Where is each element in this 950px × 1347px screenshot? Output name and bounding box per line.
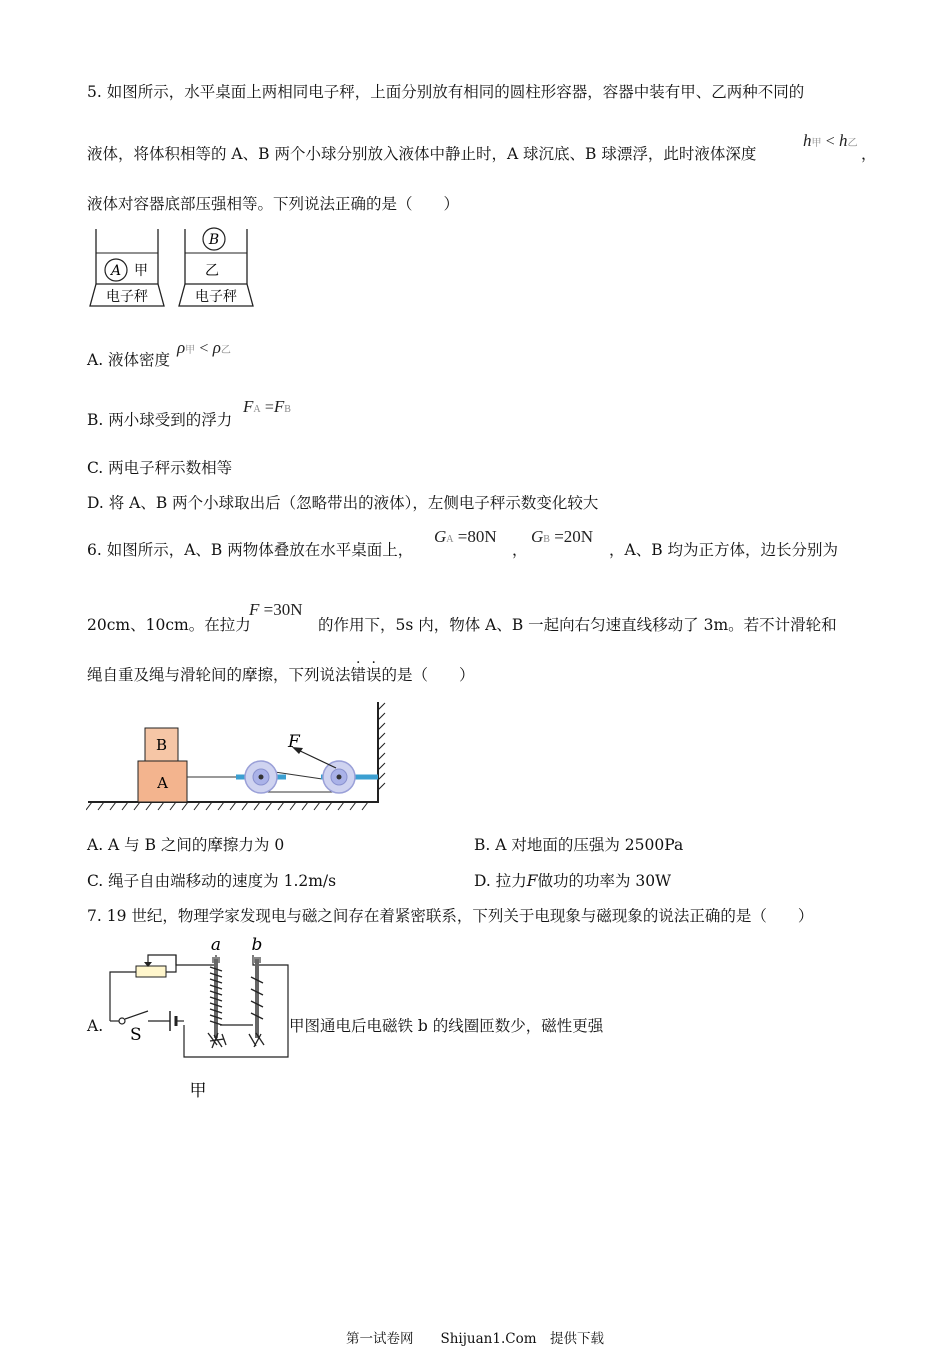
f-symbol: F [526,872,538,890]
electromagnet-a-label: a [210,935,222,955]
block-a-label: A [157,774,168,792]
f-symbol: F [243,397,254,416]
q5-buoyancy-math [243,397,291,417]
less-than: < [199,340,209,357]
q5-option-b: B. 两小球受到的浮力 [87,411,233,429]
sub-b: B [543,534,550,545]
sub-yi: 乙 [220,345,231,356]
h-symbol: h [803,131,812,150]
g-symbol: G [531,527,544,546]
emphasis-char: 错 [350,666,367,684]
q5-figure [86,226,261,312]
less-than: < [825,133,835,150]
q6-line1-post: ，A、B 均为正方体，边长分别为 [609,541,839,559]
f-symbol: F [273,397,285,416]
electromagnet-b-label: b [251,935,263,955]
q6-line3-end: 的是（ ） [381,666,475,684]
ball-b-label: B [208,232,220,248]
q5-line1: 5. 如图所示，水平桌面上两相同电子秤，上面分别放有相同的圆柱形容器，容器中装有甲、乙两种不同的 [87,83,805,101]
q6-line1-text: 6. 如图所示，A、B 两物体叠放在水平桌面上， [87,541,414,559]
sub-yi: 乙 [847,138,858,149]
emphasis-char: 误 [366,666,382,684]
rho-symbol: ρ [212,338,221,357]
rheostat [136,966,166,977]
q6-option-a: A. A 与 B 之间的摩擦力为 0 [87,836,285,854]
q7-option-a-label: A. [87,1017,104,1035]
q6-ga-math [434,527,497,547]
sub-a: A [253,404,261,415]
q6-line2-pre: 20cm、10cm。在拉力 [87,616,251,634]
q5-option-a: A. 液体密度 [87,351,171,369]
sub-jia: 甲 [185,345,196,356]
gb-value: =20N [554,527,594,546]
q6-figure [86,696,396,818]
liquid-yi-label: 乙 [205,263,219,279]
scale-left-label: 电子秤 [106,289,148,305]
q6-gb-math [531,527,593,547]
q6-option-b: B. A 对地面的压强为 2500Pa [474,836,684,854]
q6-comma: ， [512,541,528,559]
q5-option-d: D. 将 A、B 两个小球取出后（忽略带出的液体），左侧电子秤示数变化较大 [87,494,599,512]
q7-option-a-text: 甲图通电后电磁铁 b 的线圈匝数少，磁性更强 [289,1017,604,1035]
sub-b: B [284,404,291,415]
q5-line2 [87,144,756,164]
block-b-label: B [155,736,168,754]
switch-label: S [130,1025,142,1045]
sub-jia: 甲 [811,138,822,149]
q6-option-d-text: D. 拉力 [474,872,527,890]
equals: = [264,399,274,416]
force-value: =30N [263,600,303,619]
q6-line3-text: 绳自重及绳与滑轮间的摩擦，下列说法 [87,666,351,684]
q5-line2-text: 液体，将体积相等的 A、B 两个小球分别放入液体中静止时，A 球沉底、B 球漂浮，此时液体深度 [87,145,757,163]
q5-option-c: C. 两电子秤示数相等 [87,459,233,477]
ga-value: =80N [457,527,497,546]
sub-a: A [446,534,454,545]
switch-lever [125,1011,148,1019]
liquid-jia-label: 甲 [134,263,148,279]
q5-depth-math [803,131,858,151]
f-symbol: F [249,600,260,619]
q6-line3 [87,665,475,685]
q6-line2-post: 的作用下，5s 内，物体 A、B 一起向右匀速直线移动了 3m。若不计滑轮和 [318,616,837,634]
page-footer: 第一试卷网 Shijuan1.Com 提供下载 [345,1331,605,1347]
q7-circuit-figure [104,933,292,1103]
q5-line3: 液体对容器底部压强相等。下列说法正确的是（ ） [87,195,460,213]
q6-option-d [474,871,671,891]
figure-caption: 甲 [189,1081,207,1101]
q6-option-d-end: 做功的功率为 30W [537,872,672,890]
rho-symbol: ρ [177,338,186,357]
ball-a-label: A [110,263,122,279]
force-label: F [288,732,300,752]
scale-right-label: 电子秤 [195,289,237,305]
q6-force-math [249,600,303,620]
g-symbol: G [434,527,447,546]
q5-line2-comma: ， [861,145,877,163]
q5-density-math [177,338,231,358]
q7-line1: 7. 19 世纪，物理学家发现电与磁之间存在着紧密联系，下列关于电现象与磁现象的说法正确的是（ ） [87,907,814,925]
h-symbol: h [839,131,848,150]
q6-option-c: C. 绳子自由端移动的速度为 1.2m/s [87,872,337,890]
